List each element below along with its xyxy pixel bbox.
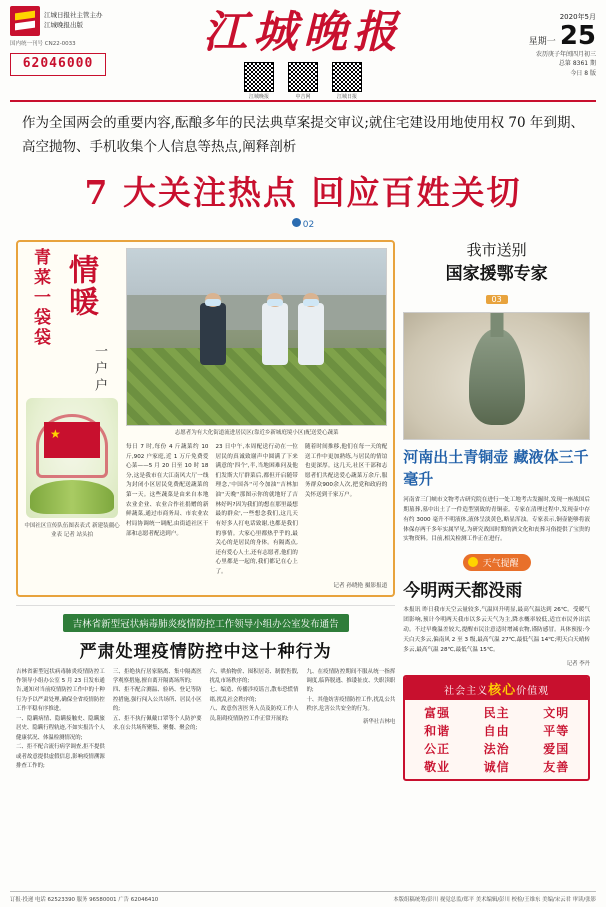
core-value-item: 民主 [483,706,510,721]
artifact-photo [403,312,590,440]
notice-column [113,668,202,772]
feature-photo-caption: 志愿者为有大化街道流进居民区(靠近乡新城庭境小区)配送爱心蔬菜 [174,430,339,437]
masthead-left [10,6,128,76]
core-value-item: 友善 [543,760,570,775]
artifact-body: 河南省三门峡市文物考古研究院在进行一处工地考古发掘时,发现一座战国后期墓葬,墓中出土了一件造型别致的青铜壶。专家在清理过程中,发现壶中存有约 3000 毫升不明液体,液体呈淡黄色,略显浑浊。专家表示,铜壶能够将液体保存两千多年实属罕见,为研究战国时期的酒文化和丧葬习俗提供了宝贵的实物资料。目前,相关检测工作正在进行。 [403,496,590,543]
page-body [10,240,596,781]
send-off-line1: 我市送别 [466,241,527,260]
sun-icon [468,557,478,567]
feature-column: 23 日中午,本周配送行动在一位居民的真诚致谢声中圆满了下来满意的'四个',半,当地困难问及他们发斯大厅群菜后,都但开启随带理念,'中国各''可今加油''吉林加油''天晚''那图示你的就地好了吉林好吗?因为我们的想在那里最想最的群众',一些想念我们,这几天有好多人打电话致谢,也都是我们的事情。大家心里都热乎乎的,最关心的是居民的身体。有隔离点,还有爱心人士,还有志愿者,他们的心里都是一起的,我们都记在心上了。 [215,444,298,575]
notice-text-columns [16,668,395,772]
face-mask-icon [303,299,319,306]
core-value-item: 和谐 [424,724,451,739]
face-mask-icon [267,299,283,306]
footer-left: 订报·投递 电话 62523390 服务 96580001 广告 62046410 [10,897,159,903]
core-value-item: 自由 [483,724,510,739]
core-value-item: 爱国 [543,742,570,757]
emblem-caption: 中国社区宣传队伍图表表式 新建装疆心业表 记者 站头拍 [24,523,120,539]
send-off-line2: 国家援鄂专家 [445,264,548,284]
feature-vertical-head [24,248,120,588]
publisher-logo-row [10,6,128,36]
lead-page-ref[interactable] [22,218,584,230]
feature-photo [126,248,387,426]
send-off-teaser[interactable] [403,240,590,305]
qr-code-icon [244,62,274,92]
photo-person [200,303,226,365]
core-values-head-big: 核心 [488,683,517,699]
notice-article [16,605,395,772]
feature-vertical-small: 一户户 [92,344,107,396]
feature-byline: 记者 孙晓艳 摄影报道 [333,582,388,589]
lead-headline: 7 大关注热点 回应百姓关切 [84,173,522,213]
core-value-item: 富强 [424,706,451,721]
notice-headline: 严肃处理疫情防控中这十种行为 [79,641,332,662]
notice-column [16,668,105,772]
core-values-grid [405,700,588,779]
publication-date: 2020年5月 [559,13,596,21]
notice-paragraph: 吉林省新型冠状病毒肺炎疫情防控工作领导小组办公室 5 月 23 日发布通告,通知对当前疫情防控工作中的十种行为予以严肃处理,确保全省疫情防控工作平稳有序推进。 [16,668,105,713]
publisher-line-1: 江城日报社主管主办 [44,11,103,20]
qr-caption: 中吉网 [295,94,311,101]
star-icon: ★ [50,427,61,442]
footer-right: 本版组稿统筹/彭川 视觉总监/郑平 美术编辑/彭川 校检/王维东 美编/宋云君 审读/张影 [393,897,596,903]
core-values-heading [405,677,588,700]
masthead [10,6,596,102]
notice-paragraph: 一、隐瞒病情、隐瞒接触史、隐瞒旅居史、隐瞒行程轨迹,不如实报告个人健康状况、体温检测情况的; [16,715,105,741]
notice-column [306,668,395,772]
qr-caption: 江城日报 [336,94,357,101]
issue-number: 总第 8361 期 [558,60,596,68]
feature-main [126,248,387,588]
feature-column: 每日 7 时,每份 4 斤蔬菜约 10 斤,902 户家庭,近 1 万斤免费爱心菜——5 月 20 日至 10 时 18 分,这是我市在大江南风大厅一线为封闭小区居民免费配送蔬菜的第一天。这些蔬菜是由来自本地农业企业、农业合作社捐赠的新鲜蔬菜,通过市商务局、市农业农村局协调统一调配,由街道社区干部和志愿者配送到户。 [126,444,209,537]
qr-code-icon [288,62,318,92]
masthead-center [128,6,478,100]
weather-tag-label: 天气提醒 [482,559,519,570]
page-footer [10,891,596,903]
notice-paragraph: 七、编造、传播涉疫谣言,散布恐慌情绪,扰乱社会秩序的; [209,687,299,703]
masthead-right [478,6,596,78]
license-number: 国内统一刊号 CN22-0033 [10,41,76,47]
core-values-head-tail: 价值观 [516,686,550,698]
weather-tag [463,554,531,571]
send-off-heading [403,240,590,286]
day-number: 25 [559,21,596,52]
photo-person [298,303,324,365]
notice-column [210,668,299,772]
left-column [16,240,395,781]
notice-paragraph: 四、拒不配合测温、验码、登记等防控措施,强行闯入公共场所、居民小区的; [112,687,202,713]
core-value-item: 平等 [543,724,570,739]
notice-paragraph: 五、拒不执行佩戴口罩等个人防护要求,在公共场所聚集、聚餐、聚会的; [112,715,202,732]
feature-text-columns [126,443,387,578]
paper-title: 江城晚报 [203,7,403,58]
publisher-line-2: 江城晚报出版 [44,21,83,29]
notice-paragraph: 六、哄抬物价、囤积居奇、制假售假,扰乱市场秩序的; [209,668,299,685]
core-values-box [403,675,590,781]
notice-paragraph: 二、拒不配合流行病学调查,拒不提供或者故意提供虚假信息,影响疫情溯源排查工作的; [16,744,105,770]
send-off-page-badge[interactable]: 03 [486,295,508,304]
weekday-row [478,21,596,52]
core-value-item: 敬业 [424,760,451,775]
notice-paragraph: 十、其他妨害疫情防控工作,扰乱公共秩序,危害公共安全的行为。 [306,696,396,713]
lead-page-number: 02 [302,220,315,231]
notice-paragraph: 八、故意伤害医务人员及防疫工作人员,阻碍疫情防控工作正常开展的; [209,706,299,722]
core-values-head-small: 社会主义 [444,686,489,698]
feature-vertical-title: 青菜一袋袋 [30,248,50,349]
core-value-item: 公正 [424,742,451,757]
lead-story [10,102,596,234]
notice-paragraph: 九、在疫情防控期间不服从统一指挥调度,临阵脱逃、推诿扯皮、失职渎职的; [306,668,396,694]
qr-code-2[interactable] [288,62,318,100]
newspaper-logo-icon [10,6,40,36]
page-count: 今日 8 版 [570,69,596,77]
qr-code-3[interactable] [332,62,362,100]
weather-headline: 今明两天都没雨 [403,581,523,602]
photo-wall [127,295,386,330]
weather-body: 本报讯 昨日我市天空云量较多,气温回升明显,最高气温达到 26℃。受暖气团影响,预计今明两天我市以多云天气为主,降水概率较低,适宜市民外出活动。不过早晚温差较大,提醒市民注意适时增减衣物,谨防感冒。具体预报:今天白天多云,偏南风 2 至 3 级,最高气温 27℃,最低气温 14℃;明天白天晴转多云,最高气温 28℃,最低气温 15℃。 [403,607,590,654]
feature-article [16,240,395,596]
page-ref-icon [292,218,301,227]
feature-vertical-big: 情暖 [63,254,98,319]
vase-neck [490,312,503,337]
qr-code-icon [332,62,362,92]
photo-person [262,303,288,365]
core-value-item: 诚信 [483,760,510,775]
lead-kicker: 作为全国两会的重要内容,酝酿多年的民法典草案提交审议;就住宅建设用地使用权 70 年到期、高空抛物、手机收集个人信息等热点,阐释剖析 [22,115,584,155]
hotline-number[interactable]: 62046000 [10,53,106,76]
notice-byline: 新华社吉林电 [362,718,396,725]
publisher-lines [44,11,103,31]
weekday-label: 星期一 [528,37,556,48]
right-column [403,240,590,781]
notice-subtitle: 吉林省新型冠状病毒肺炎疫情防控工作领导小组办公室发布通告 [63,614,349,632]
lunar-date: 农历庚子年闰四月初三 [535,50,596,58]
qr-code-row [128,62,478,100]
core-value-item: 法治 [483,742,510,757]
photo-vegetables [127,348,386,425]
face-mask-icon [205,299,221,306]
feature-column: 随着时间推移,他们在每一天的配送工作中更加熟练,与居民的情谊也更深厚。这几天,社区干部和志愿者们共配送爱心蔬菜万余斤,服务群众900余人次,把党和政府的关怀送到千家万户。 [304,444,388,499]
qr-caption: 江城晚报 [248,94,269,101]
core-value-item: 文明 [543,706,570,721]
qr-code-1[interactable] [244,62,274,100]
notice-paragraph: 三、拒绝执行居家隔离、集中隔离医学观察措施,擅自离开隔离场所的; [112,668,202,685]
notice-subtitle-wrap [16,612,395,632]
weather-byline: 记者 李丹 [566,661,590,668]
emblem-graphic [26,398,118,518]
vegetable-icon [30,480,114,514]
artifact-headline: 河南出土青铜壶 藏液体三千毫升 [403,447,589,489]
bronze-vase-icon [469,329,525,425]
